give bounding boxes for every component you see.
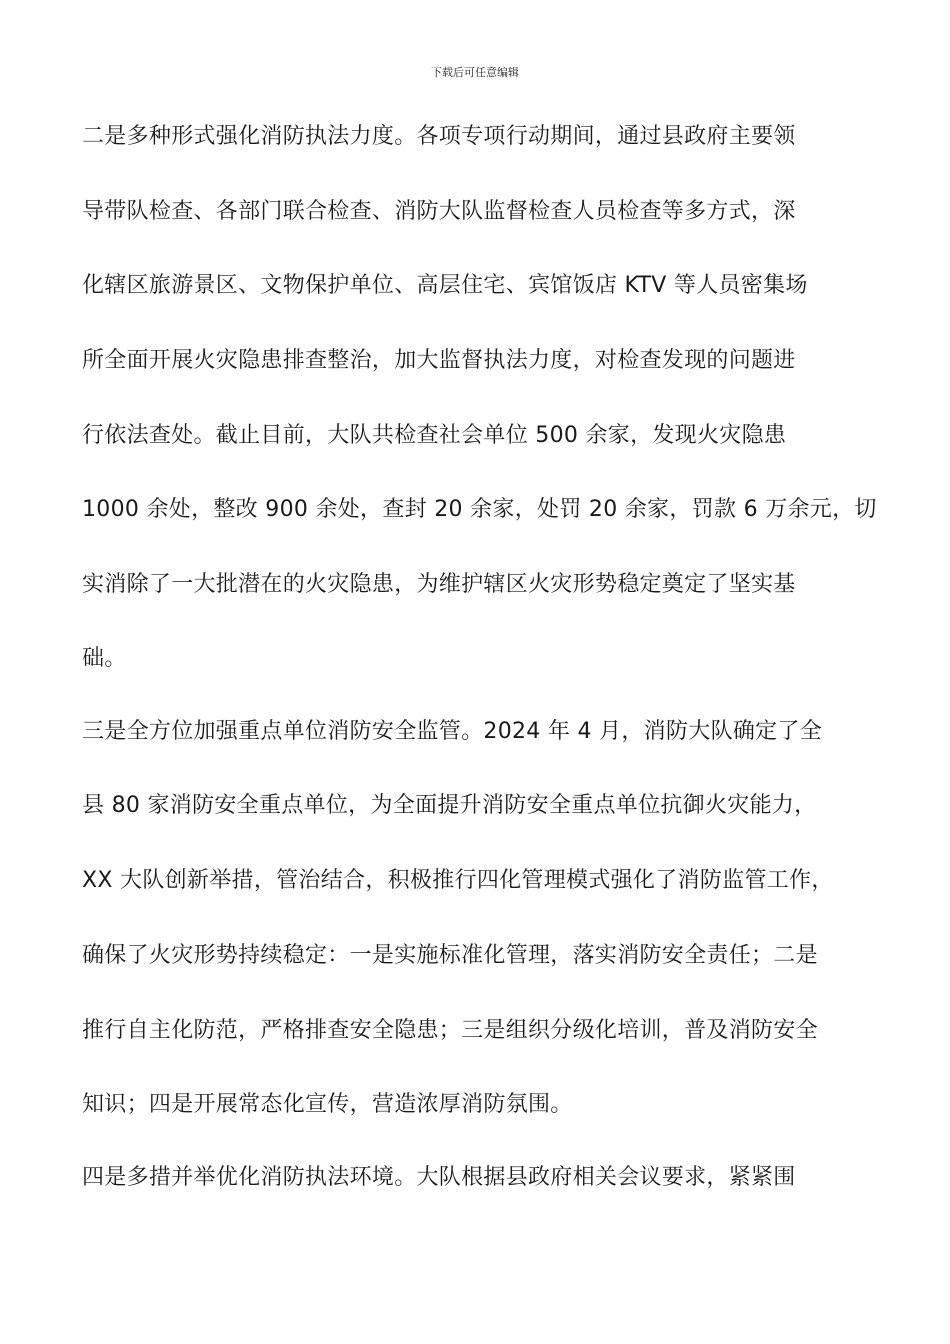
- text-line: 推行自主化防范，严格排查安全隐患；三是组织分级化培训，普及消防安全: [82, 1018, 818, 1043]
- text-line: 确保了火灾形势持续稳定：一是实施标准化管理，落实消防安全责任；二是: [82, 943, 818, 968]
- text-line: 础。: [82, 646, 127, 671]
- text-line: 三是全方位加强重点单位消防安全监管。2024 年 4 月，消防大队确定了全: [82, 719, 823, 744]
- text-line: 县 80 家消防安全重点单位，为全面提升消防安全重点单位抗御火灾能力，: [82, 793, 817, 818]
- text-line: 二是多种形式强化消防执法力度。各项专项行动期间，通过县政府主要领: [82, 124, 796, 149]
- text-line: 1000 余处，整改 900 余处，查封 20 余家，处罚 20 余家，罚款 6 万余元，切: [82, 497, 877, 522]
- text-line: 所全面开展火灾隐患排查整治，加大监督执法力度，对检查发现的问题进: [82, 348, 796, 373]
- text-line: 导带队检查、各部门联合检查、消防大队监督检查人员检查等多方式，深: [82, 199, 796, 224]
- text-line: 实消除了一大批潜在的火灾隐患，为维护辖区火灾形势稳定奠定了坚实基: [82, 572, 796, 597]
- text-line: 知识；四是开展常态化宣传，营造浓厚消防氛围。: [82, 1092, 573, 1117]
- page-header-note: 下载后可任意编辑: [431, 66, 519, 79]
- text-line: 化辖区旅游景区、文物保护单位、高层住宅、宾馆饭店 KTV 等人员密集场: [82, 273, 808, 298]
- text-line: 行依法查处。截止目前，大队共检查社会单位 500 余家，发现火灾隐患: [82, 423, 787, 448]
- text-line: XX 大队创新举措，管治结合，积极推行四化管理模式强化了消防监管工作，: [82, 868, 834, 893]
- text-line: 四是多措并举优化消防执法环境。大队根据县政府相关会议要求，紧紧围: [82, 1165, 796, 1190]
